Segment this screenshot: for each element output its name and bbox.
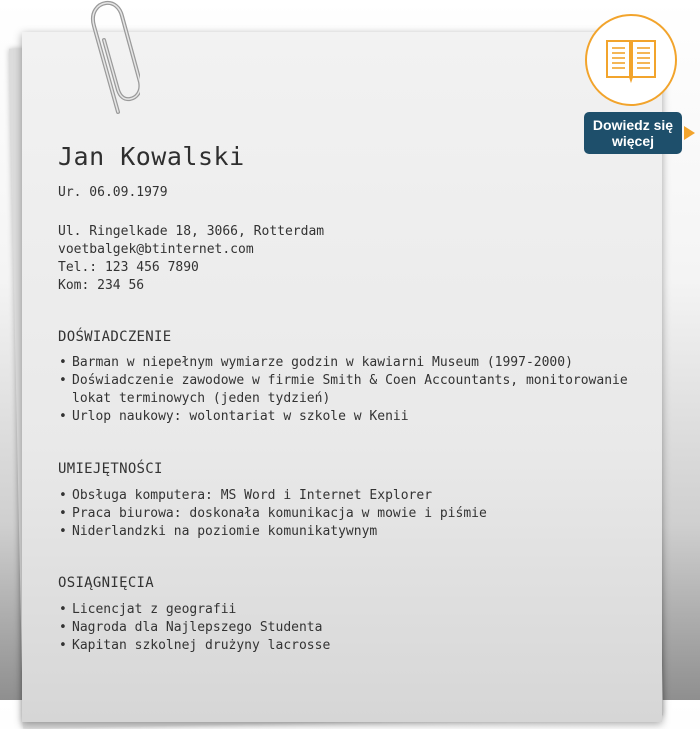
list-item: • Doświadczenie zawodowe w firmie Smith & Coen Accountants, monitorowanie lokat terminowych (jeden tydzień) [58,372,638,408]
cv-paper [22,32,662,722]
learn-more-line1: Dowiedz się [592,117,674,133]
book-icon [604,37,658,83]
skills-list [58,487,638,541]
experience-list [58,354,638,426]
list-item: • Kapitan szkolnej drużyny lacrosse [58,637,638,655]
list-item: • Praca biurowa: doskonała komunikacja w mowie i piśmie [58,505,638,523]
section-title-achievements: OSIĄGNIĘCIA [58,575,155,591]
section-title-experience: DOŚWIADCZENIE [58,329,172,345]
list-item: • Licencjat z geografii [58,601,638,619]
address: Ul. Ringelkade 18, 3066, Rotterdam [58,224,325,239]
paperclip-icon [80,0,140,125]
list-item: • Barman w niepełnym wymiarze godzin w kawiarni Museum (1997-2000) [58,354,638,372]
achievements-list [58,601,638,655]
cv-name: Jan Kowalski [58,142,245,171]
email: voetbalgek@btinternet.com [58,242,254,257]
birth-date: Ur. 06.09.1979 [58,185,168,200]
section-title-skills: UMIEJĘTNOŚCI [58,461,163,477]
list-item: • Niderlandzki na poziomie komunikatywnym [58,523,638,541]
promo-book-badge[interactable] [585,14,677,106]
list-item: • Obsługa komputera: MS Word i Internet Explorer [58,487,638,505]
learn-more-button[interactable] [584,112,682,154]
list-item: • Urlop naukowy: wolontariat w szkole w Kenii [58,408,638,426]
phone: Tel.: 123 456 7890 [58,260,199,275]
mobile: Kom: 234 56 [58,278,145,293]
learn-more-line2: więcej [611,133,655,149]
list-item: • Nagroda dla Najlepszego Studenta [58,619,638,637]
arrow-right-icon [684,126,695,140]
